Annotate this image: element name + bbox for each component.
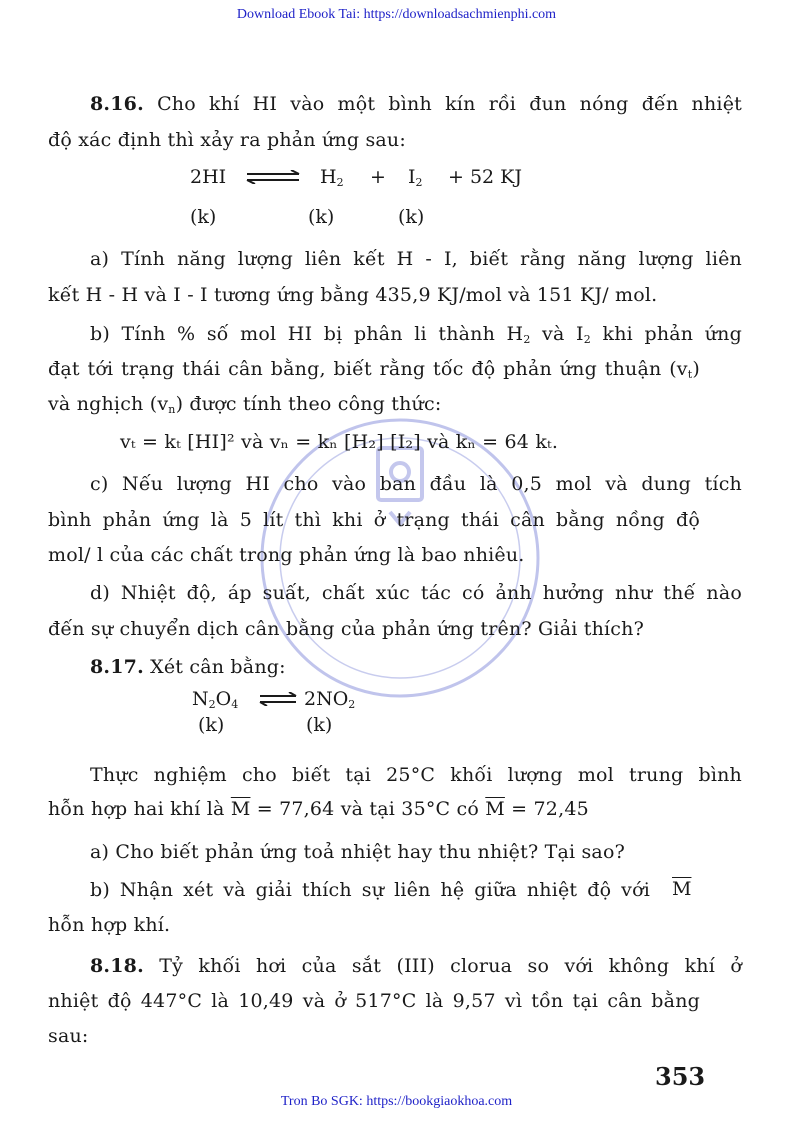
p816-a-line1: a) Tính năng lượng liên kết H - I, biết rằng năng lượng liên <box>90 248 742 270</box>
footer-link[interactable]: Tron Bo SGK: https://bookgiaokhoa.com <box>280 1094 513 1109</box>
reversible-arrow-icon <box>258 692 298 706</box>
p816-d-line2: đến sự chuyển dịch cân bằng của phản ứng trên? Giải thích? <box>48 618 644 640</box>
p816-line1: 8.16. Cho khí HI vào một bình kín rồi đun nóng đến nhiệt <box>90 93 742 115</box>
p817-mean-mass: M <box>672 878 692 900</box>
p818-line3: sau: <box>48 1025 89 1047</box>
p816-b-line3: và nghịch $(v_n)$ được tính theo công thức: <box>48 393 442 416</box>
page-number: 353 <box>655 1062 706 1091</box>
equilibrium-arrow-icon <box>245 170 301 184</box>
p816-c-line1: c) Nếu lượng HI cho vào ban đầu là 0,5 mol và dung tích <box>90 473 742 495</box>
p818-line1: 8.18. Tỷ khối hơi của sắt (III) clorua so với không khí ở <box>90 955 742 977</box>
p816-line2: độ xác định thì xảy ra phản ứng sau: <box>48 129 406 151</box>
p816-rate-formula: vₜ = kₜ [HI]² và vₙ = kₙ [H₂] [I₂] và kₙ = 64 kₜ. <box>120 431 559 453</box>
p817-b-line1: b) Nhận xét và giải thích sự liên hệ giữa nhiệt độ với <box>90 879 650 901</box>
p816-b-line1: b) Tính % số mol HI bị phân li thành $H_2$ và $I_2$ khi phản ứng <box>90 323 742 346</box>
p817-text-line2: hỗn hợp hai khí là M = 77,64 và tại 35°C có M = 72,45 <box>48 798 589 820</box>
p817-heading: 8.17. Xét cân bằng: <box>90 656 286 678</box>
p816-d-line1: d) Nhiệt độ, áp suất, chất xúc tác có ảnh hưởng như thế nào <box>90 582 742 604</box>
header-link[interactable]: Download Ebook Tai: https://downloadsachmienphi.com <box>236 7 557 22</box>
p816-c-line3: mol/ l của các chất trong phản ứng là bao nhiêu. <box>48 544 525 566</box>
p817-text-line1: Thực nghiệm cho biết tại 25°C khối lượng mol trung bình <box>90 764 742 786</box>
p816-b-line2: đạt tới trạng thái cân bằng, biết rằng tốc độ phản ứng thuận $(v_t)$ <box>48 358 700 381</box>
p818-line2: nhiệt độ 447°C là 10,49 và ở 517°C là 9,57 vì tồn tại cân bằng <box>48 990 700 1012</box>
p816-c-line2: bình phản ứng là 5 lít thì khi ở trạng thái cân bằng nồng độ <box>48 509 700 531</box>
p817-b-line2: hỗn hợp khí. <box>48 914 171 936</box>
p817-a: a) Cho biết phản ứng toả nhiệt hay thu nhiệt? Tại sao? <box>90 841 625 863</box>
p816-a-line2: kết H - H và I - I tương ứng bằng 435,9 KJ/mol và 151 KJ/ mol. <box>48 284 658 306</box>
